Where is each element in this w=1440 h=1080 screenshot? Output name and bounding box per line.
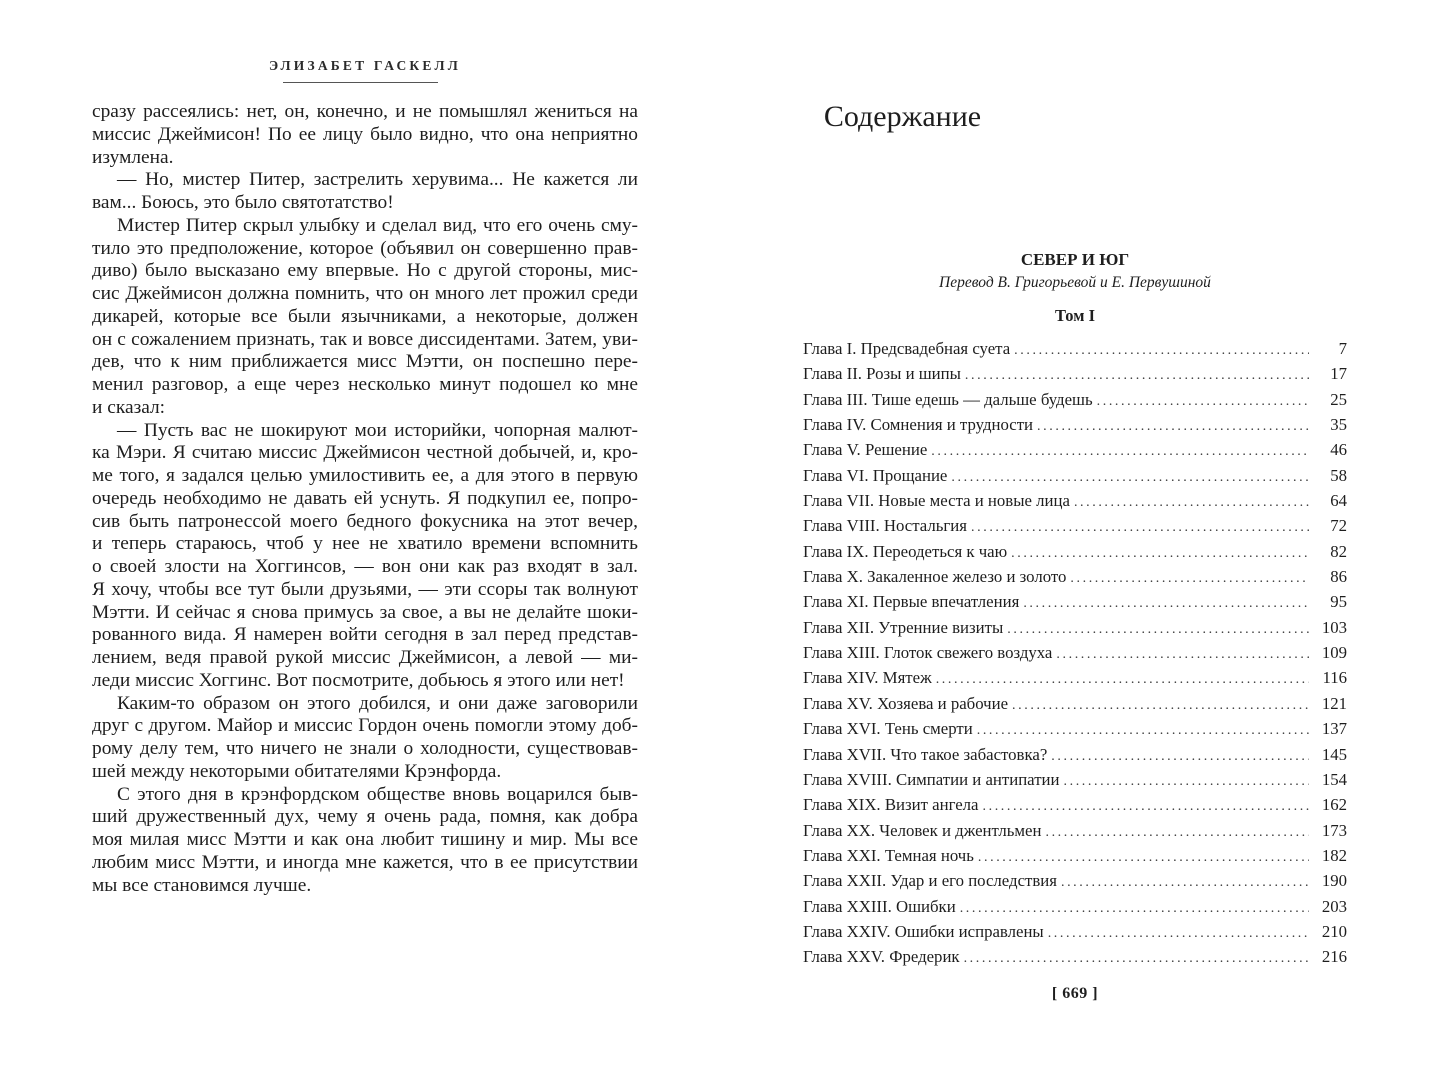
toc-entry bbox=[803, 919, 1347, 944]
text-line: шей между некоторыми обитателями Крэнфорда. bbox=[92, 760, 502, 782]
toc-entry bbox=[803, 843, 1347, 868]
toc-entry-label: Глава XVI. Тень смерти bbox=[803, 719, 973, 739]
toc-entry-label: Глава IV. Сомнения и трудности bbox=[803, 415, 1034, 435]
toc-entry-label: Глава III. Тише едешь — дальше будешь bbox=[803, 389, 1093, 409]
toc-leader-dots bbox=[983, 794, 1310, 819]
toc-entry-page: 216 bbox=[1321, 947, 1347, 967]
toc-leader-dots bbox=[931, 439, 1309, 464]
toc-entry bbox=[803, 513, 1347, 538]
text-line: ме того, я задался целью умилостивить ее, а для этого в первую bbox=[92, 465, 638, 486]
text-line: любим мисс Мэтти, и иногда мне кажется, что в ее присутствии bbox=[92, 851, 638, 873]
text-line: друг с другом. Майор и миссис Гордон очень помогли этому доб- bbox=[92, 715, 638, 737]
toc-entry-label: Глава XVIII. Симпатии и антипатии bbox=[803, 769, 1060, 789]
toc-entry-page: 162 bbox=[1321, 795, 1347, 815]
text-line: сразу рассеялись: нет, он, конечно, и не помышлял жениться на bbox=[92, 101, 638, 122]
toc-entry bbox=[803, 792, 1347, 817]
toc-leader-dots bbox=[978, 845, 1309, 870]
toc-leader-dots bbox=[1007, 617, 1309, 642]
text-line: Мэтти. И сейчас я снова примусь за свое, а вы не делайте шоки- bbox=[92, 601, 638, 623]
toc-entry-page: 210 bbox=[1321, 921, 1347, 941]
contents-heading bbox=[365, 100, 1085, 134]
toc-leader-dots bbox=[1070, 566, 1309, 591]
contents-heading-text: Содержание bbox=[823, 100, 982, 133]
toc-entry-label: Глава XXIII. Ошибки bbox=[803, 896, 956, 916]
toc-entry bbox=[803, 437, 1347, 462]
toc-leader-dots bbox=[960, 896, 1309, 921]
toc-entry-label: Глава XX. Человек и джентльмен bbox=[803, 820, 1042, 840]
toc-entry bbox=[803, 336, 1347, 361]
text-line: Мистер Питер скрыл улыбку и сделал вид, что его очень сму- bbox=[117, 214, 638, 236]
volume-title: Том I bbox=[1055, 306, 1095, 325]
toc-entry-page: 72 bbox=[1330, 516, 1347, 536]
toc-entry bbox=[803, 564, 1347, 589]
toc-leader-dots bbox=[1037, 414, 1309, 439]
toc-leader-dots bbox=[1045, 820, 1309, 845]
toc-entry-page: 154 bbox=[1321, 769, 1347, 789]
text-line: и теперь стараюсь, чтоб у нее не хватило времени вспомнить bbox=[92, 533, 638, 555]
toc-entry bbox=[803, 361, 1347, 386]
page-number: [ 669 ] bbox=[1051, 985, 1099, 1002]
toc-entry-page: 103 bbox=[1321, 617, 1347, 637]
text-line: тило это предположение, которое (объявил он совершенно прав- bbox=[92, 237, 638, 259]
text-line: миссис Джеймисон! По ее лицу было видно, что она неприятно bbox=[92, 123, 638, 145]
text-line: — Пусть вас не шокируют мои историйки, чопорная малют- bbox=[117, 419, 638, 441]
text-line: рованного вида. Я намерен войти сегодня в зал перед представ- bbox=[92, 624, 638, 646]
text-line: он с сожалением признать, так и вовсе диссидентами. Затем, уви- bbox=[92, 328, 638, 350]
toc-entry-page: 17 bbox=[1330, 364, 1347, 384]
toc-entry-label: Глава VII. Новые места и новые лица bbox=[803, 491, 1070, 511]
toc-leader-dots bbox=[1097, 389, 1309, 414]
text-line: о своей злости на Хоггинсов, — вон они как раз входят в зал. bbox=[92, 556, 638, 577]
toc-entry-page: 145 bbox=[1321, 744, 1347, 764]
toc-leader-dots bbox=[1051, 744, 1309, 769]
text-line: вам... Боюсь, это было святотатство! bbox=[92, 192, 394, 213]
text-line: лением, ведя правой рукой миссис Джеймисон, а левой — ми- bbox=[92, 647, 638, 668]
toc-entry bbox=[803, 589, 1347, 614]
text-line: — Но, мистер Питер, застрелить херувима... Не кажется ли bbox=[117, 169, 638, 191]
toc-entry-page: 58 bbox=[1330, 465, 1347, 485]
toc-entry-label: Глава XII. Утренние визиты bbox=[803, 617, 1004, 637]
toc-leader-dots bbox=[1064, 769, 1310, 794]
text-line: менил разговор, а еще через несколько минут подошел ко мне bbox=[92, 374, 638, 395]
text-line: сив быть патронессой моего бедного фокусника на этот вечер, bbox=[92, 510, 638, 532]
toc-leader-dots bbox=[1023, 591, 1309, 616]
text-line: ка Мэри. Я считаю миссис Джеймисон честной добычей, и, кро- bbox=[92, 442, 638, 464]
text-line: очередь необходимо не давать ей уснуть. Я подкупил ее, попро- bbox=[92, 487, 638, 509]
toc-entry-page: 121 bbox=[1321, 693, 1347, 713]
toc-entry bbox=[803, 412, 1347, 437]
toc-entry-page: 64 bbox=[1330, 491, 1347, 511]
toc-entry-label: Глава XIX. Визит ангела bbox=[803, 795, 979, 815]
toc-leader-dots bbox=[971, 515, 1309, 540]
body-text bbox=[92, 101, 638, 897]
toc-entry bbox=[803, 387, 1347, 412]
text-line: рому делу тем, что ничего не знали о холодности, существовав- bbox=[92, 738, 638, 759]
toc-entry-label: Глава XXII. Удар и его последствия bbox=[803, 871, 1057, 891]
toc-entry bbox=[803, 539, 1347, 564]
toc-leader-dots bbox=[1074, 490, 1309, 515]
toc-entry-label: Глава VIII. Ностальгия bbox=[803, 516, 968, 536]
running-head: ЭЛИЗАБЕТ ГАСКЕЛЛ bbox=[269, 58, 461, 73]
toc-entry-page: 82 bbox=[1330, 541, 1347, 561]
toc-entry-label: Глава XVII. Что такое забастовка? bbox=[803, 744, 1048, 764]
toc-entry bbox=[803, 640, 1347, 665]
text-line: Каким-то образом он этого добился, и они даже заговорили bbox=[117, 692, 638, 714]
toc-leader-dots bbox=[1014, 338, 1309, 363]
toc-entry-page: 86 bbox=[1330, 567, 1347, 587]
toc-leader-dots bbox=[951, 465, 1309, 490]
toc-entry bbox=[803, 665, 1347, 690]
toc-entry-page: 7 bbox=[1338, 339, 1347, 358]
toc-entry-label: Глава XXV. Фредерик bbox=[803, 947, 960, 967]
toc-entry bbox=[803, 691, 1347, 716]
toc-entry bbox=[803, 894, 1347, 919]
toc-entry bbox=[803, 868, 1347, 893]
toc-entry-label: Глава V. Решение bbox=[803, 440, 928, 460]
text-line: С этого дня в крэнфордском обществе вновь воцарился быв- bbox=[117, 783, 638, 805]
toc-entry-label: Глава XI. Первые впечатления bbox=[803, 592, 1020, 612]
toc-leader-dots bbox=[1056, 642, 1309, 667]
toc-entry-label: Глава IX. Переодеться к чаю bbox=[803, 541, 1008, 561]
text-line: дикарей, которые все были язычниками, а некоторые, должен bbox=[92, 305, 638, 327]
toc-entry bbox=[803, 716, 1347, 741]
text-line: диво) было высказано ему впервые. Но с другой стороны, мис- bbox=[92, 260, 638, 282]
toc-entry-label: Глава VI. Прощание bbox=[803, 465, 948, 485]
text-line: ший дружественный дух, чему я очень рада, помня, как добра bbox=[92, 806, 638, 828]
toc-leader-dots bbox=[1012, 693, 1309, 718]
toc-entry bbox=[803, 742, 1347, 767]
toc-entry-page: 116 bbox=[1322, 668, 1347, 688]
text-line: изумлена. bbox=[92, 146, 174, 168]
text-line: Я хочу, чтобы все тут были друзьями, — эти ссоры так волнуют bbox=[92, 578, 638, 600]
toc-entry-label: Глава X. Закаленное железо и золото bbox=[803, 567, 1067, 587]
toc-entry bbox=[803, 818, 1347, 843]
toc-entry-page: 35 bbox=[1330, 415, 1347, 435]
text-line: мы все становимся лучше. bbox=[92, 874, 312, 896]
toc-entry-label: Глава II. Розы и шипы bbox=[803, 364, 961, 384]
toc-entry-page: 190 bbox=[1321, 871, 1347, 891]
toc-leader-dots bbox=[965, 363, 1309, 388]
toc-entry-page: 95 bbox=[1330, 592, 1347, 612]
text-line: сис Джеймисон должна помнить, что он много лет прожил среди bbox=[92, 283, 638, 304]
toc-entry-label: Глава XIII. Глоток свежего воздуха bbox=[803, 643, 1053, 663]
toc-entry-page: 137 bbox=[1321, 719, 1347, 739]
toc-entry-page: 46 bbox=[1330, 440, 1347, 460]
toc-leader-dots bbox=[1011, 541, 1309, 566]
table-of-contents bbox=[803, 336, 1347, 970]
toc-entry-label: Глава XV. Хозяева и рабочие bbox=[803, 693, 1009, 713]
work-title: СЕВЕР И ЮГ bbox=[1020, 250, 1130, 269]
toc-entry bbox=[803, 944, 1347, 969]
toc-entry bbox=[803, 488, 1347, 513]
toc-entry-page: 203 bbox=[1321, 896, 1347, 916]
toc-leader-dots bbox=[964, 946, 1309, 971]
running-head-rule bbox=[283, 82, 438, 83]
toc-leader-dots bbox=[1048, 921, 1309, 946]
toc-entry-label: Глава XXI. Темная ночь bbox=[803, 845, 974, 865]
translators-credit: Перевод В. Григорьевой и Е. Первушиной bbox=[939, 274, 1211, 291]
text-line: моя милая мисс Мэтти и как она любит тишину и мир. Мы все bbox=[92, 829, 638, 850]
text-line: дев, что к ним приближается мисс Мэтти, он поспешно пере- bbox=[92, 351, 638, 373]
right-page bbox=[720, 0, 1440, 1080]
toc-entry-page: 173 bbox=[1321, 820, 1347, 840]
toc-entry-page: 25 bbox=[1330, 389, 1347, 409]
text-line: и сказал: bbox=[92, 396, 166, 418]
toc-entry-page: 109 bbox=[1321, 643, 1347, 663]
toc-entry bbox=[803, 615, 1347, 640]
toc-entry-page: 182 bbox=[1321, 845, 1347, 865]
text-line: леди миссис Хоггинс. Вот посмотрите, добьюсь я этого или нет! bbox=[92, 669, 625, 691]
toc-leader-dots bbox=[977, 718, 1309, 743]
toc-entry-label: Глава XIV. Мятеж bbox=[803, 668, 932, 688]
toc-entry-label: Глава XXIV. Ошибки исправлены bbox=[803, 921, 1044, 941]
toc-entry bbox=[803, 463, 1347, 488]
toc-leader-dots bbox=[1061, 870, 1309, 895]
toc-leader-dots bbox=[936, 667, 1309, 692]
toc-entry bbox=[803, 767, 1347, 792]
toc-entry-label: Глава I. Предсвадебная суета bbox=[803, 339, 1011, 358]
